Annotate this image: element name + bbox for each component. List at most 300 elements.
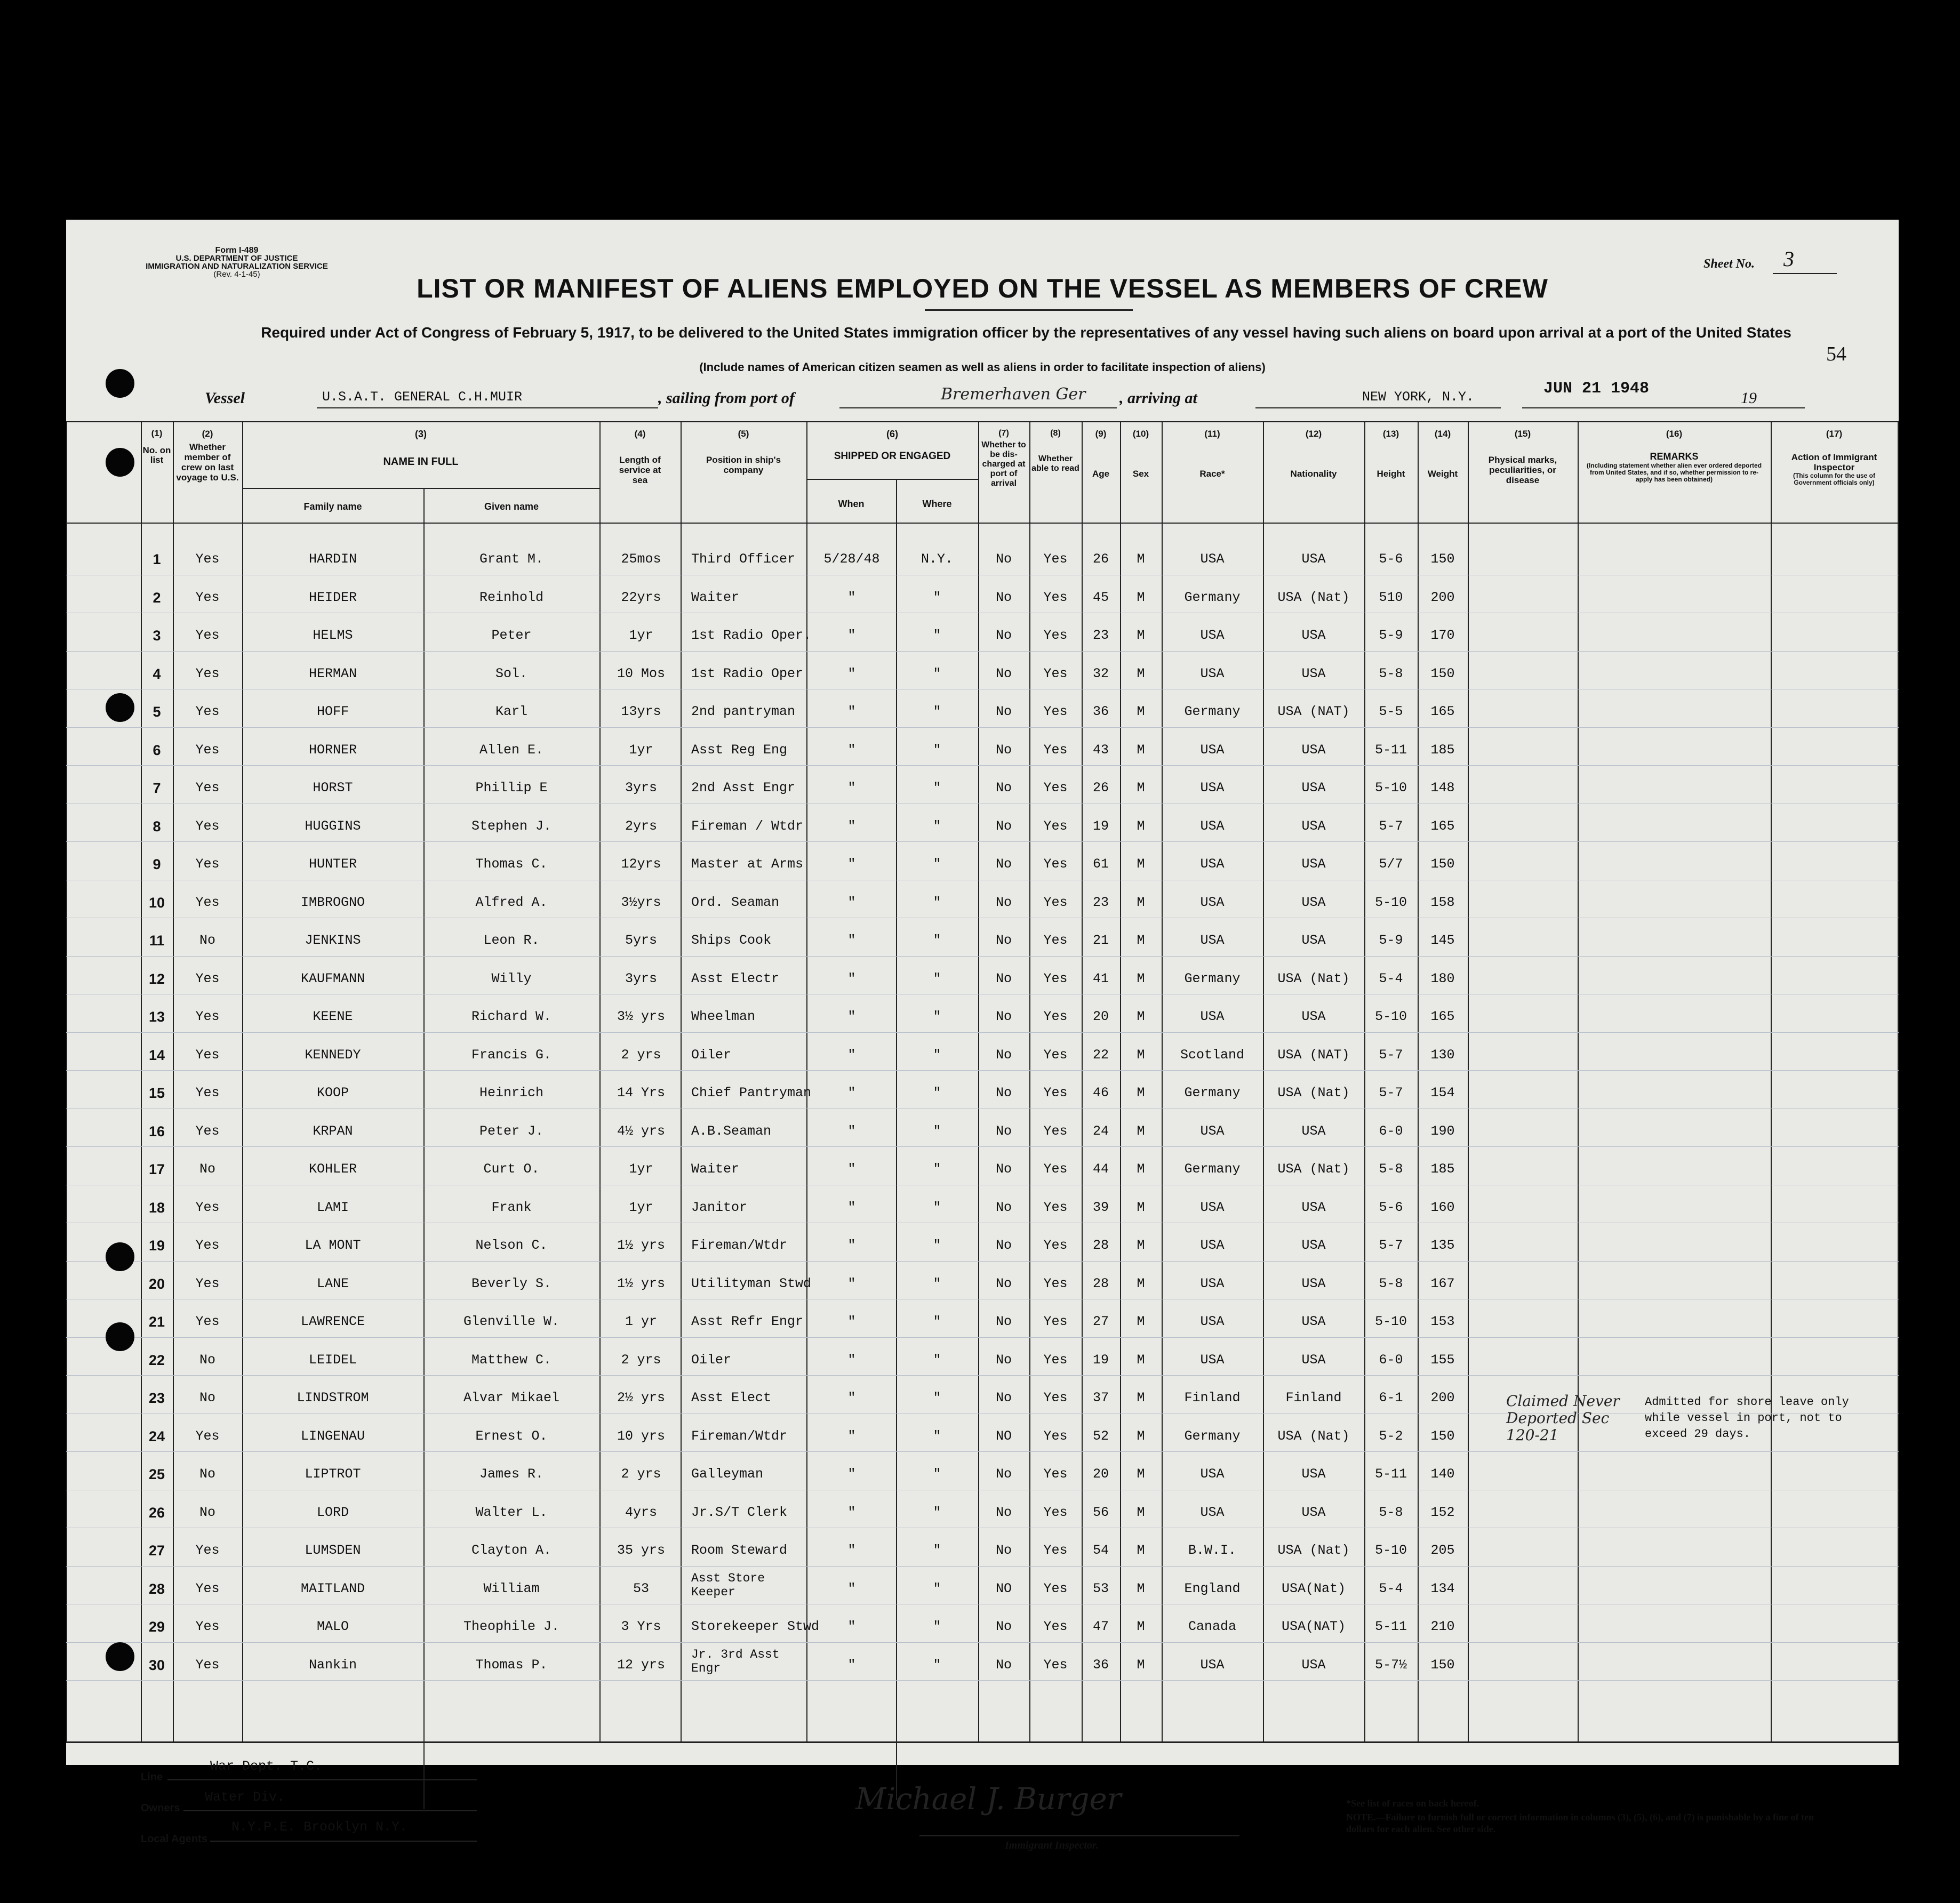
race-cell: Scotland bbox=[1180, 1047, 1245, 1063]
shipped-when-cell: " bbox=[847, 1657, 856, 1673]
service-length-cell: 12yrs bbox=[621, 856, 661, 872]
family-name-cell: LUMSDEN bbox=[305, 1543, 361, 1558]
shipped-where-cell: " bbox=[933, 1390, 941, 1406]
service-length-cell: 10 Mos bbox=[617, 666, 665, 681]
given-name-cell: Leon R. bbox=[483, 933, 540, 948]
last-voyage-cell: Yes bbox=[195, 1085, 220, 1101]
able-to-read-cell: Yes bbox=[1043, 1619, 1068, 1634]
signature-underline bbox=[919, 1835, 1239, 1836]
row-number: 10 bbox=[148, 895, 165, 911]
age-cell: 41 bbox=[1092, 971, 1109, 986]
weight-cell: 167 bbox=[1430, 1276, 1455, 1291]
col6-header bbox=[806, 429, 978, 462]
col5-number: (5) bbox=[738, 429, 749, 439]
race-cell: Germany bbox=[1184, 704, 1241, 719]
col14-number: (14) bbox=[1434, 429, 1451, 439]
agents-label: Local Agents bbox=[141, 1833, 207, 1845]
sex-cell: M bbox=[1137, 1390, 1145, 1406]
shipped-where-cell: " bbox=[933, 1161, 941, 1177]
col6-label: SHIPPED OR ENGAGED bbox=[834, 451, 951, 462]
shipped-when-cell: " bbox=[847, 933, 856, 948]
nationality-cell: USA bbox=[1301, 780, 1326, 796]
shipped-where-cell: N.Y. bbox=[921, 551, 953, 567]
given-name-cell: Theophile J. bbox=[463, 1619, 560, 1634]
sex-cell: M bbox=[1137, 1619, 1145, 1634]
position-cell: Storekeeper Stwd bbox=[691, 1619, 820, 1634]
col8-number: (8) bbox=[1050, 429, 1061, 438]
shipped-where-cell: " bbox=[933, 704, 941, 719]
last-voyage-cell: Yes bbox=[195, 1238, 220, 1253]
position-cell: Fireman / Wtdr bbox=[691, 818, 804, 834]
shipped-when-cell: " bbox=[847, 1238, 856, 1253]
race-cell: USA bbox=[1200, 856, 1225, 872]
weight-cell: 130 bbox=[1430, 1047, 1455, 1063]
row-rule bbox=[66, 1146, 1899, 1147]
col12-number: (12) bbox=[1305, 429, 1322, 439]
col-divider bbox=[599, 421, 601, 1741]
col6-number: (6) bbox=[886, 429, 898, 439]
shipped-subheader-rule bbox=[806, 479, 978, 480]
race-cell: USA bbox=[1200, 1657, 1225, 1673]
sex-cell: M bbox=[1137, 1466, 1145, 1482]
discharged-cell: No bbox=[995, 1009, 1012, 1024]
vessel-line bbox=[205, 389, 245, 407]
shipped-where-cell: " bbox=[933, 856, 941, 872]
service-length-cell: 3½ yrs bbox=[617, 1009, 665, 1024]
discharged-cell: No bbox=[995, 628, 1012, 643]
service-length-cell: 2 yrs bbox=[621, 1352, 661, 1368]
discharged-cell: No bbox=[995, 704, 1012, 719]
sex-cell: M bbox=[1137, 971, 1145, 986]
height-cell: 5-8 bbox=[1379, 1505, 1403, 1520]
service-length-cell: 1 yr bbox=[625, 1314, 657, 1329]
given-name-cell: Curt O. bbox=[483, 1161, 540, 1177]
inspector-signature: Michael J. Burger bbox=[855, 1782, 1122, 1817]
document-title: LIST OR MANIFEST OF ALIENS EMPLOYED ON THE VESSEL AS MEMBERS OF CREW bbox=[417, 274, 1548, 303]
race-cell: Germany bbox=[1184, 971, 1241, 986]
position-cell: Room Steward bbox=[691, 1543, 788, 1558]
given-name-cell: Walter L. bbox=[475, 1505, 548, 1520]
race-cell: USA bbox=[1200, 666, 1225, 681]
shipped-when-cell: " bbox=[847, 1161, 856, 1177]
sex-cell: M bbox=[1137, 590, 1145, 605]
last-voyage-cell: Yes bbox=[195, 1200, 220, 1215]
height-cell: 5-8 bbox=[1379, 1276, 1403, 1291]
age-cell: 27 bbox=[1092, 1314, 1109, 1329]
discharged-cell: No bbox=[995, 933, 1012, 948]
shipped-where-cell: " bbox=[933, 666, 941, 681]
last-voyage-cell: Yes bbox=[195, 1314, 220, 1329]
position-cell: Asst Reg Eng bbox=[691, 742, 788, 758]
race-cell: USA bbox=[1200, 1200, 1225, 1215]
service-length-cell: 1yr bbox=[629, 1161, 653, 1177]
shipped-where-cell: " bbox=[933, 1009, 941, 1024]
row-rule bbox=[66, 1642, 1899, 1643]
given-name-cell: Clayton A. bbox=[471, 1543, 552, 1558]
sex-cell: M bbox=[1137, 818, 1145, 834]
sex-cell: M bbox=[1137, 666, 1145, 681]
row-number: 16 bbox=[148, 1123, 165, 1139]
row-number: 12 bbox=[148, 971, 165, 987]
given-name-cell: James R. bbox=[479, 1466, 544, 1482]
given-name-header: Given name bbox=[484, 501, 539, 512]
nationality-cell: USA bbox=[1301, 1657, 1326, 1673]
col3-header bbox=[242, 429, 599, 468]
arrival-date-stamp: JUN 21 1948 bbox=[1543, 380, 1650, 398]
weight-cell: 150 bbox=[1430, 666, 1455, 681]
year-label: 19 bbox=[1741, 389, 1757, 407]
weight-cell: 160 bbox=[1430, 1200, 1455, 1215]
age-cell: 20 bbox=[1092, 1466, 1109, 1482]
age-cell: 46 bbox=[1092, 1085, 1109, 1101]
discharged-cell: No bbox=[995, 590, 1012, 605]
row-number: 4 bbox=[153, 666, 161, 682]
shipped-where-cell: " bbox=[933, 818, 941, 834]
last-voyage-cell: Yes bbox=[195, 704, 220, 719]
able-to-read-cell: Yes bbox=[1043, 704, 1068, 719]
shipped-when-cell: " bbox=[847, 1047, 856, 1063]
height-cell: 6-1 bbox=[1379, 1390, 1403, 1406]
given-name-cell: Ernest O. bbox=[475, 1428, 548, 1444]
given-name-cell: Heinrich bbox=[479, 1085, 544, 1101]
able-to-read-cell: Yes bbox=[1043, 780, 1068, 796]
row-number: 19 bbox=[148, 1238, 165, 1254]
col-divider bbox=[1578, 421, 1579, 1741]
age-cell: 28 bbox=[1092, 1276, 1109, 1291]
weight-cell: 150 bbox=[1430, 551, 1455, 567]
col17-number: (17) bbox=[1826, 429, 1843, 439]
race-cell: USA bbox=[1200, 551, 1225, 567]
last-voyage-cell: Yes bbox=[195, 856, 220, 872]
col5-header bbox=[681, 429, 806, 475]
nationality-cell: USA bbox=[1301, 1276, 1326, 1291]
shipped-where-cell: " bbox=[933, 1238, 941, 1253]
row-number: 3 bbox=[153, 628, 161, 644]
weight-cell: 200 bbox=[1430, 590, 1455, 605]
race-cell: USA bbox=[1200, 895, 1225, 910]
position-cell: Chief Pantryman bbox=[691, 1085, 812, 1101]
nationality-cell: USA bbox=[1301, 628, 1326, 643]
row-rule bbox=[66, 956, 1899, 957]
age-cell: 44 bbox=[1092, 1161, 1109, 1177]
height-cell: 510 bbox=[1379, 590, 1403, 605]
nationality-cell: USA (Nat) bbox=[1277, 971, 1350, 986]
shipped-where-cell: " bbox=[933, 933, 941, 948]
discharged-cell: No bbox=[995, 895, 1012, 910]
able-to-read-cell: Yes bbox=[1043, 590, 1068, 605]
binder-hole bbox=[106, 369, 134, 398]
nationality-cell: USA bbox=[1301, 1505, 1326, 1520]
height-cell: 5-5 bbox=[1379, 704, 1403, 719]
position-cell: Asst Store Keeper bbox=[691, 1571, 765, 1599]
nationality-cell: USA (NAT) bbox=[1277, 704, 1350, 719]
given-name-cell: Allen E. bbox=[479, 742, 544, 758]
shipped-when-cell: " bbox=[847, 895, 856, 910]
nationality-cell: USA (Nat) bbox=[1277, 1428, 1350, 1444]
col9-label: Age bbox=[1092, 469, 1110, 479]
shipped-when-cell: " bbox=[847, 1619, 856, 1634]
age-cell: 36 bbox=[1092, 704, 1109, 719]
sex-cell: M bbox=[1137, 1276, 1145, 1291]
shipped-where-cell: " bbox=[933, 895, 941, 910]
race-cell: B.W.I. bbox=[1188, 1543, 1236, 1558]
last-voyage-cell: Yes bbox=[195, 1657, 220, 1673]
age-cell: 19 bbox=[1092, 1352, 1109, 1368]
given-name-cell: Beverly S. bbox=[471, 1276, 552, 1291]
height-cell: 5-6 bbox=[1379, 551, 1403, 567]
service-length-cell: 25mos bbox=[621, 551, 661, 567]
height-cell: 5-2 bbox=[1379, 1428, 1403, 1444]
nationality-cell: USA bbox=[1301, 895, 1326, 910]
sex-cell: M bbox=[1137, 933, 1145, 948]
shipped-when-cell: " bbox=[847, 1543, 856, 1558]
row-rule bbox=[66, 1261, 1899, 1262]
age-cell: 20 bbox=[1092, 1009, 1109, 1024]
shipped-when-cell: " bbox=[847, 1352, 856, 1368]
position-cell: A.B.Seaman bbox=[691, 1123, 772, 1139]
row-number: 29 bbox=[148, 1619, 165, 1635]
given-name-cell: Francis G. bbox=[471, 1047, 552, 1063]
col9-number: (9) bbox=[1095, 429, 1107, 439]
date-underline bbox=[1522, 407, 1805, 408]
shipped-where-cell: " bbox=[933, 1200, 941, 1215]
sex-cell: M bbox=[1137, 1161, 1145, 1177]
shipped-where-cell: " bbox=[933, 628, 941, 643]
position-cell: Waiter bbox=[691, 1161, 740, 1177]
shipped-where-cell: " bbox=[933, 1657, 941, 1673]
line-underline bbox=[167, 1779, 477, 1780]
row-number: 20 bbox=[148, 1276, 165, 1292]
weight-cell: 148 bbox=[1430, 780, 1455, 796]
height-cell: 5-10 bbox=[1374, 1009, 1407, 1024]
last-voyage-cell: Yes bbox=[195, 895, 220, 910]
able-to-read-cell: Yes bbox=[1043, 1390, 1068, 1406]
shipped-when-cell: " bbox=[847, 704, 856, 719]
row-number: 22 bbox=[148, 1352, 165, 1368]
height-cell: 5-10 bbox=[1374, 1314, 1407, 1329]
position-cell: Fireman/Wtdr bbox=[691, 1238, 788, 1253]
family-name-cell: KAUFMANN bbox=[300, 971, 365, 986]
age-cell: 52 bbox=[1092, 1428, 1109, 1444]
position-cell: 2nd Asst Engr bbox=[691, 780, 796, 796]
weight-cell: 190 bbox=[1430, 1123, 1455, 1139]
col16-sublabel: (Including statement whether alien ever ordered deported from United States, and if so, whether permission to re-apply has been obtained) bbox=[1586, 462, 1762, 483]
shipped-where-cell: " bbox=[933, 590, 941, 605]
nationality-cell: USA (NAT) bbox=[1277, 1047, 1350, 1063]
given-name-cell: Grant M. bbox=[479, 551, 544, 567]
height-cell: 5-10 bbox=[1374, 1543, 1407, 1558]
nationality-cell: USA bbox=[1301, 1009, 1326, 1024]
shipped-where-cell: " bbox=[933, 1047, 941, 1063]
family-name-cell: IMBROGNO bbox=[300, 895, 365, 910]
given-name-cell: Frank bbox=[491, 1200, 532, 1215]
row-rule bbox=[66, 1451, 1899, 1452]
position-cell: Asst Refr Engr bbox=[691, 1314, 804, 1329]
height-cell: 5-6 bbox=[1379, 1200, 1403, 1215]
position-cell: Third Officer bbox=[691, 551, 796, 567]
col2-header bbox=[173, 429, 242, 483]
remarks-handwritten: Claimed Never Deported Sec 120-21 bbox=[1506, 1392, 1620, 1444]
family-name-cell: HORNER bbox=[308, 742, 357, 758]
sex-cell: M bbox=[1137, 1314, 1145, 1329]
height-cell: 6-0 bbox=[1379, 1352, 1403, 1368]
family-name-cell: KOOP bbox=[316, 1085, 349, 1101]
shipped-where-cell: " bbox=[933, 1428, 941, 1444]
when-header: When bbox=[838, 499, 865, 509]
discharged-cell: No bbox=[995, 780, 1012, 796]
discharged-cell: No bbox=[995, 1276, 1012, 1291]
position-cell: Ships Cook bbox=[691, 933, 772, 948]
shipped-where-cell: " bbox=[933, 1276, 941, 1291]
able-to-read-cell: Yes bbox=[1043, 551, 1068, 567]
row-rule bbox=[66, 1070, 1899, 1071]
last-voyage-cell: Yes bbox=[195, 971, 220, 986]
discharged-cell: No bbox=[995, 1123, 1012, 1139]
shipped-when-cell: " bbox=[847, 1581, 856, 1596]
given-name-cell: Matthew C. bbox=[471, 1352, 552, 1368]
weight-cell: 152 bbox=[1430, 1505, 1455, 1520]
position-cell: 1st Radio Oper. bbox=[691, 628, 812, 643]
age-cell: 54 bbox=[1092, 1543, 1109, 1558]
height-cell: 5-7 bbox=[1379, 1085, 1403, 1101]
age-cell: 32 bbox=[1092, 666, 1109, 681]
discharged-cell: No bbox=[995, 1505, 1012, 1520]
col9-header bbox=[1082, 429, 1120, 479]
shipped-when-cell: " bbox=[847, 971, 856, 986]
table-left-rule bbox=[66, 421, 67, 1741]
row-number: 23 bbox=[148, 1390, 165, 1406]
col13-number: (13) bbox=[1382, 429, 1399, 439]
family-name-cell: LIPTROT bbox=[305, 1466, 361, 1482]
nationality-cell: USA bbox=[1301, 1200, 1326, 1215]
height-cell: 5-9 bbox=[1379, 933, 1403, 948]
shipped-where-cell: " bbox=[933, 1581, 941, 1596]
service-length-cell: 12 yrs bbox=[617, 1657, 665, 1673]
col-divider bbox=[423, 489, 425, 1809]
sex-cell: M bbox=[1137, 1047, 1145, 1063]
sex-cell: M bbox=[1137, 895, 1145, 910]
nationality-cell: USA (Nat) bbox=[1277, 1085, 1350, 1101]
sex-cell: M bbox=[1137, 780, 1145, 796]
service-length-cell: 1½ yrs bbox=[617, 1238, 665, 1253]
nationality-cell: USA bbox=[1301, 1352, 1326, 1368]
able-to-read-cell: Yes bbox=[1043, 933, 1068, 948]
discharged-cell: No bbox=[995, 1543, 1012, 1558]
sex-cell: M bbox=[1137, 1543, 1145, 1558]
given-name-cell: Stephen J. bbox=[471, 818, 552, 834]
row-number: 13 bbox=[148, 1009, 165, 1025]
weight-cell: 153 bbox=[1430, 1314, 1455, 1329]
family-name-cell: HELMS bbox=[313, 628, 353, 643]
given-name-cell: Nelson C. bbox=[475, 1238, 548, 1253]
discharged-cell: No bbox=[995, 1047, 1012, 1063]
row-rule bbox=[66, 727, 1899, 728]
shipped-when-cell: " bbox=[847, 1123, 856, 1139]
col7-header bbox=[978, 429, 1029, 488]
remarks-typed: Admitted for shore leave only while vessel in port, not to exceed 29 days. bbox=[1645, 1395, 1849, 1441]
race-cell: USA bbox=[1200, 628, 1225, 643]
position-cell: Oiler bbox=[691, 1047, 732, 1063]
height-cell: 5-8 bbox=[1379, 1161, 1403, 1177]
row-rule bbox=[66, 841, 1899, 842]
nationality-cell: Finland bbox=[1285, 1390, 1342, 1406]
family-name-cell: HUNTER bbox=[308, 856, 357, 872]
row-number: 30 bbox=[148, 1657, 165, 1673]
table-top-rule bbox=[66, 421, 1899, 422]
weight-cell: 165 bbox=[1430, 1009, 1455, 1024]
discharged-cell: No bbox=[995, 742, 1012, 758]
row-number: 1 bbox=[153, 551, 161, 567]
shipped-where-cell: " bbox=[933, 1352, 941, 1368]
given-name-cell: Phillip E bbox=[475, 780, 548, 796]
height-cell: 5-9 bbox=[1379, 628, 1403, 643]
sex-cell: M bbox=[1137, 1085, 1145, 1101]
col-divider bbox=[242, 421, 243, 1741]
given-name-cell: Reinhold bbox=[479, 590, 544, 605]
row-number: 15 bbox=[148, 1085, 165, 1101]
able-to-read-cell: Yes bbox=[1043, 818, 1068, 834]
nationality-cell: USA bbox=[1301, 933, 1326, 948]
sex-cell: M bbox=[1137, 1009, 1145, 1024]
weight-cell: 165 bbox=[1430, 704, 1455, 719]
shipped-when-cell: " bbox=[847, 1085, 856, 1101]
shipped-when-cell: " bbox=[847, 742, 856, 758]
header-bottom-rule bbox=[66, 523, 1899, 524]
shipped-where-cell: " bbox=[933, 1619, 941, 1634]
service-name: IMMIGRATION AND NATURALIZATION SERVICE bbox=[146, 262, 328, 271]
col12-header bbox=[1263, 429, 1364, 479]
col15-header bbox=[1468, 429, 1578, 485]
col11-number: (11) bbox=[1204, 429, 1220, 439]
col16-number: (16) bbox=[1666, 429, 1683, 439]
height-cell: 6-0 bbox=[1379, 1123, 1403, 1139]
col17-label: Action of Immigrant Inspector bbox=[1791, 452, 1877, 472]
position-cell: Jr.S/T Clerk bbox=[691, 1505, 788, 1520]
row-rule bbox=[66, 1375, 1899, 1376]
able-to-read-cell: Yes bbox=[1043, 971, 1068, 986]
height-cell: 5-4 bbox=[1379, 1581, 1403, 1596]
row-number: 21 bbox=[148, 1314, 165, 1330]
race-cell: Germany bbox=[1184, 1085, 1241, 1101]
vessel-underline bbox=[317, 407, 658, 408]
col13-label: Height bbox=[1377, 469, 1405, 479]
race-cell: USA bbox=[1200, 933, 1225, 948]
last-voyage-cell: Yes bbox=[195, 1619, 220, 1634]
nationality-cell: USA bbox=[1301, 1466, 1326, 1482]
able-to-read-cell: Yes bbox=[1043, 895, 1068, 910]
given-name-cell: Karl bbox=[495, 704, 527, 719]
race-cell: USA bbox=[1200, 818, 1225, 834]
col2-number: (2) bbox=[202, 429, 213, 439]
owners-label: Owners bbox=[141, 1802, 180, 1814]
family-name-cell: HARDIN bbox=[308, 551, 357, 567]
family-name-cell: HUGGINS bbox=[305, 818, 361, 834]
family-name-cell: LANE bbox=[316, 1276, 349, 1291]
discharged-cell: No bbox=[995, 818, 1012, 834]
weight-cell: 200 bbox=[1430, 1390, 1455, 1406]
col5-label: Position in ship's company bbox=[706, 455, 781, 475]
service-length-cell: 4yrs bbox=[625, 1505, 657, 1520]
service-length-cell: 2 yrs bbox=[621, 1466, 661, 1482]
discharged-cell: No bbox=[995, 971, 1012, 986]
binder-hole bbox=[106, 448, 134, 477]
given-name-cell: Willy bbox=[491, 971, 532, 986]
family-name-cell: LAMI bbox=[316, 1200, 349, 1215]
nationality-cell: USA bbox=[1301, 856, 1326, 872]
height-cell: 5-11 bbox=[1374, 742, 1407, 758]
service-length-cell: 1yr bbox=[629, 1200, 653, 1215]
service-length-cell: 3yrs bbox=[625, 971, 657, 986]
